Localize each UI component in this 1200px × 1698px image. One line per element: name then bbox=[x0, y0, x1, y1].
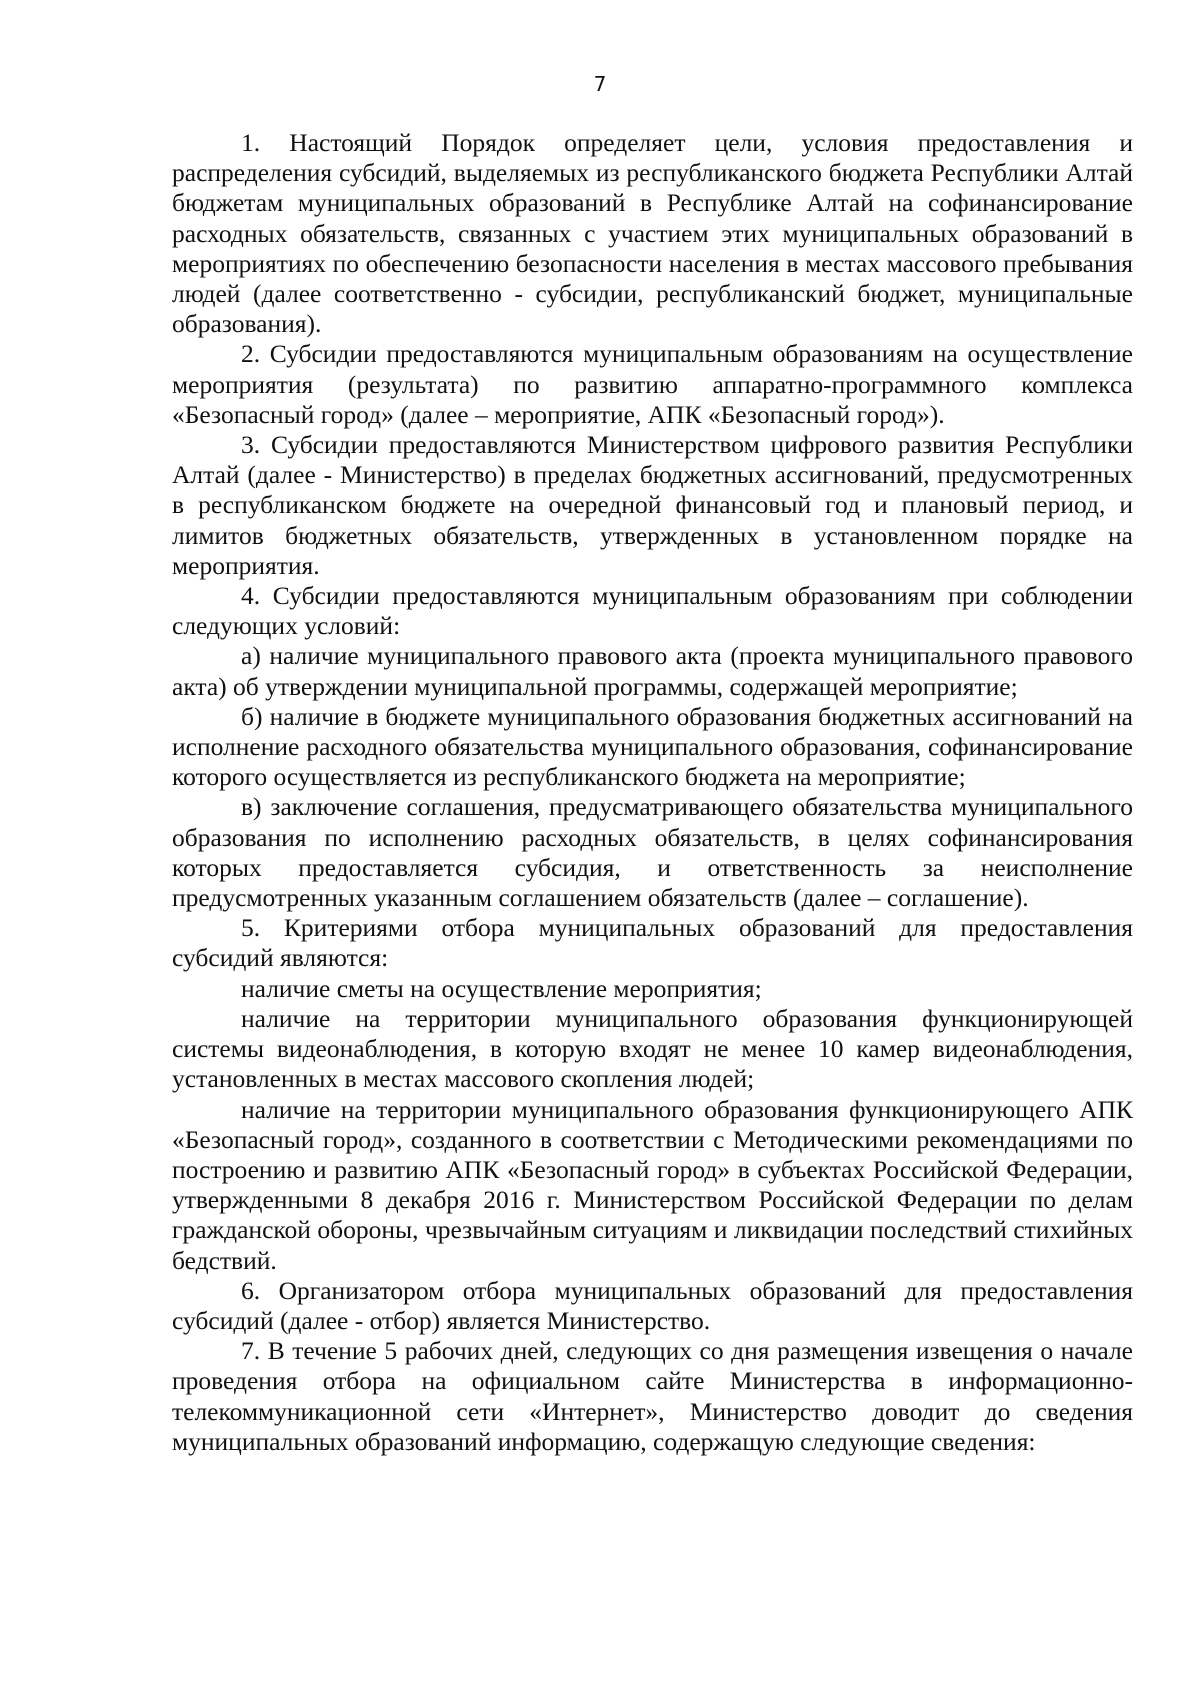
paragraph-7: 7. В течение 5 рабочих дней, следующих со дня размещения извещения о начале проведения отбора на официальном сайте Министерства в информационно-телекоммуникационной сети «Интернет», Министерство доводит до сведения муниципальных образований информацию, содержащую следующие сведения: bbox=[172, 1336, 1133, 1456]
paragraph-6: 6. Организатором отбора муниципальных образований для предоставления субсидий (далее - отбор) является Министерство. bbox=[172, 1275, 1133, 1335]
criterion-2: наличие на территории муниципального образования функционирующей системы видеонаблюдения, в которую входят не менее 10 камер видеонаблюдения, установленных в местах массового скопления людей; bbox=[172, 1003, 1133, 1094]
paragraph-4a: а) наличие муниципального правового акта (проекта муниципального правового акта) об утверждении муниципальной программы, содержащей мероприятие; bbox=[172, 641, 1133, 701]
paragraph-3: 3. Субсидии предоставляются Министерством цифрового развития Республики Алтай (далее - Министерство) в пределах бюджетных ассигнований, предусмотренных в республиканском бюджете на очередной финансовый год и плановый период, и лимитов бюджетных обязательств, утвержденных в установленном порядке на мероприятия. bbox=[172, 430, 1133, 580]
document-body bbox=[172, 128, 1133, 1457]
paragraph-4b: б) наличие в бюджете муниципального образования бюджетных ассигнований на исполнение расходного обязательства муниципального образования, софинансирование которого осуществляется из республиканского бюджета на мероприятие; bbox=[172, 701, 1133, 792]
criterion-3: наличие на территории муниципального образования функционирующего АПК «Безопасный город», созданного в соответствии с Методическими рекомендациями по построению и развитию АПК «Безопасный город» в субъектах Российской Федерации, утвержденными 8 декабря 2016 г. Министерством Российской Федерации по делам гражданской обороны, чрезвычайным ситуациям и ликвидации последствий стихийных бедствий. bbox=[172, 1094, 1133, 1275]
paragraph-2: 2. Субсидии предоставляются муниципальным образованиям на осуществление мероприятия (результата) по развитию аппаратно-программного комплекса «Безопасный город» (далее – мероприятие, АПК «Безопасный город»). bbox=[172, 339, 1133, 429]
paragraph-4: 4. Субсидии предоставляются муниципальным образованиям при соблюдении следующих условий: bbox=[172, 581, 1133, 641]
page-number: 7 bbox=[593, 72, 607, 96]
paragraph-4c: в) заключение соглашения, предусматривающего обязательства муниципального образования по исполнению расходных обязательств, в целях софинансирования которых предоставляется субсидия, и ответственность за неисполнение предусмотренных указанным соглашением обязательств (далее – соглашение). bbox=[172, 792, 1133, 913]
paragraph-1: 1. Настоящий Порядок определяет цели, условия предоставления и распределения субсидий, выделяемых из республиканского бюджета Республики Алтай бюджетам муниципальных образований в Республике Алтай на софинансирование расходных обязательств, связанных с участием этих муниципальных образований в мероприятиях по обеспечению безопасности населения в местах массового пребывания людей (далее соответственно - субсидии, республиканский бюджет, муниципальные образования). bbox=[172, 128, 1133, 339]
paragraph-5: 5. Критериями отбора муниципальных образований для предоставления субсидий являются: bbox=[172, 913, 1133, 973]
criterion-1: наличие сметы на осуществление мероприятия; bbox=[241, 973, 762, 1003]
